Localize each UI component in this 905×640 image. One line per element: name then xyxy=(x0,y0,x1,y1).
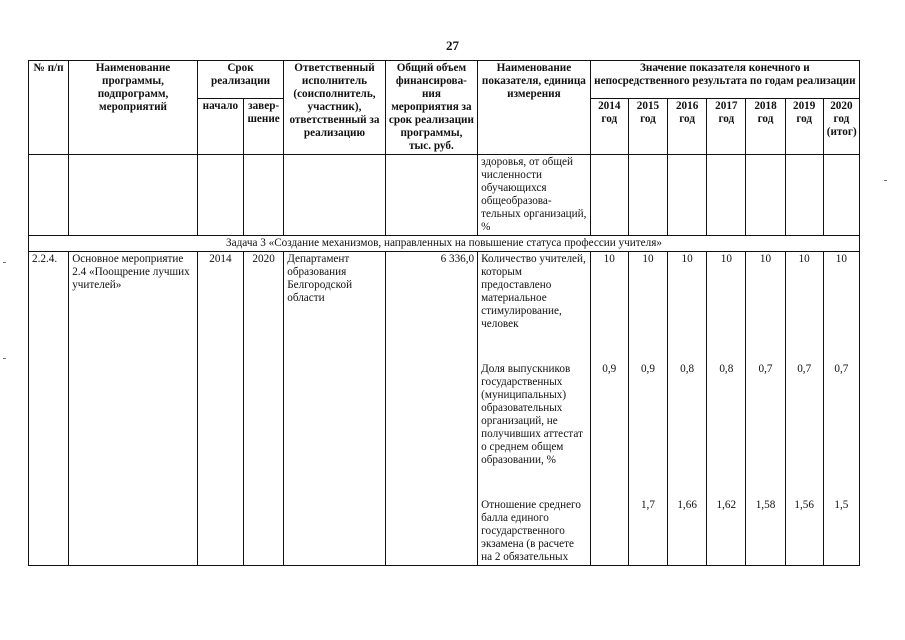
indicator-value: 0,7 xyxy=(797,363,812,375)
year-col-2016 xyxy=(668,252,707,566)
header-year: 2020 год (итог) xyxy=(823,99,859,155)
indicator-name: Отношение среднего балла единого государственного экзамена (в расчете на 2 обязательных xyxy=(481,499,581,563)
indicator-value: 0,8 xyxy=(719,363,734,375)
year-col-2018 xyxy=(746,252,785,566)
header-num: № п/п xyxy=(29,61,69,155)
indicator-table xyxy=(28,60,860,566)
row-end: 2020 xyxy=(244,252,284,566)
indicator-value: 0,9 xyxy=(640,363,655,375)
header-term-start: начало xyxy=(197,99,243,155)
continuation-indicator: здоровья, от общей численности обучающихся общеобразова-тельных организаций, % xyxy=(478,155,591,236)
year-col-2014 xyxy=(590,252,628,566)
header-term-end: завер-шение xyxy=(244,99,284,155)
header-year: 2014 год xyxy=(590,99,628,155)
indicator-value: 1,66 xyxy=(677,499,697,511)
indicator-value: 10 xyxy=(720,253,732,265)
task-row xyxy=(29,236,860,252)
indicator-value: 10 xyxy=(835,253,847,265)
indicator-value: 10 xyxy=(759,253,772,265)
header-year: 2019 год xyxy=(785,99,823,155)
indicator-value xyxy=(594,499,625,564)
indicator-value: 0,8 xyxy=(680,363,695,375)
header-financing: Общий объем финансирова-ния мероприятия за срок реализации программы, тыс. руб. xyxy=(385,61,477,155)
indicator-cell xyxy=(478,252,591,566)
header-year: 2017 год xyxy=(707,99,746,155)
continuation-row xyxy=(29,155,860,236)
row-name: Основное мероприятие 2.4 «Поощрение лучших учителей» xyxy=(69,252,198,566)
indicator-value: 1,5 xyxy=(834,499,849,511)
year-col-2017 xyxy=(707,252,746,566)
indicator-value: 10 xyxy=(798,253,810,265)
header-executor: Ответственный исполнитель (соисполнитель, участник), ответственный за реализацию xyxy=(284,61,385,155)
indicator-value: 1,62 xyxy=(716,499,737,511)
indicator-value: 1,7 xyxy=(640,499,655,511)
scan-mark xyxy=(884,180,887,181)
scan-mark xyxy=(3,358,6,359)
indicator-value: 0,9 xyxy=(602,363,617,375)
table-row xyxy=(29,252,860,566)
row-start: 2014 xyxy=(197,252,243,566)
year-col-2019 xyxy=(785,252,823,566)
row-executor: Департамент образования Белгородской области xyxy=(284,252,385,566)
header-name: Наименование программы, подпрограмм, мероприятий xyxy=(69,61,198,155)
scan-mark xyxy=(3,262,6,263)
year-col-2020 xyxy=(823,252,859,566)
indicator-value: 10 xyxy=(681,253,693,265)
header-term: Срок реализации xyxy=(197,61,283,99)
header-year: 2015 год xyxy=(628,99,667,155)
header-year: 2018 год xyxy=(746,99,785,155)
indicator-value: 1,58 xyxy=(755,499,776,511)
header-values-title: Значение показателя конечного и непосредственного результата по годам реализации xyxy=(590,61,859,99)
indicator-value: 0,7 xyxy=(834,363,849,375)
indicator-value: 10 xyxy=(603,253,615,265)
indicator-value: 10 xyxy=(642,253,654,265)
indicator-name: Количество учителей, которым предоставлено материальное стимулирование, человек xyxy=(481,253,586,330)
header-year: 2016 год xyxy=(668,99,707,155)
indicator-value: 1,56 xyxy=(794,499,814,511)
header-row xyxy=(29,61,860,99)
year-col-2015 xyxy=(628,252,667,566)
header-indicator: Наименование показателя, единица измерения xyxy=(478,61,591,155)
indicator-name: Доля выпускников государственных (муниципальных) образовательных организаций, не получивших аттестат о среднем общем образовании, % xyxy=(481,363,583,466)
row-financing: 6 336,0 xyxy=(385,252,477,566)
row-num: 2.2.4. xyxy=(29,252,69,566)
page-number: 27 xyxy=(446,38,459,53)
task-title: Задача 3 «Создание механизмов, направленных на повышение статуса профессии учителя» xyxy=(29,236,860,252)
indicator-value: 0,7 xyxy=(758,363,773,375)
